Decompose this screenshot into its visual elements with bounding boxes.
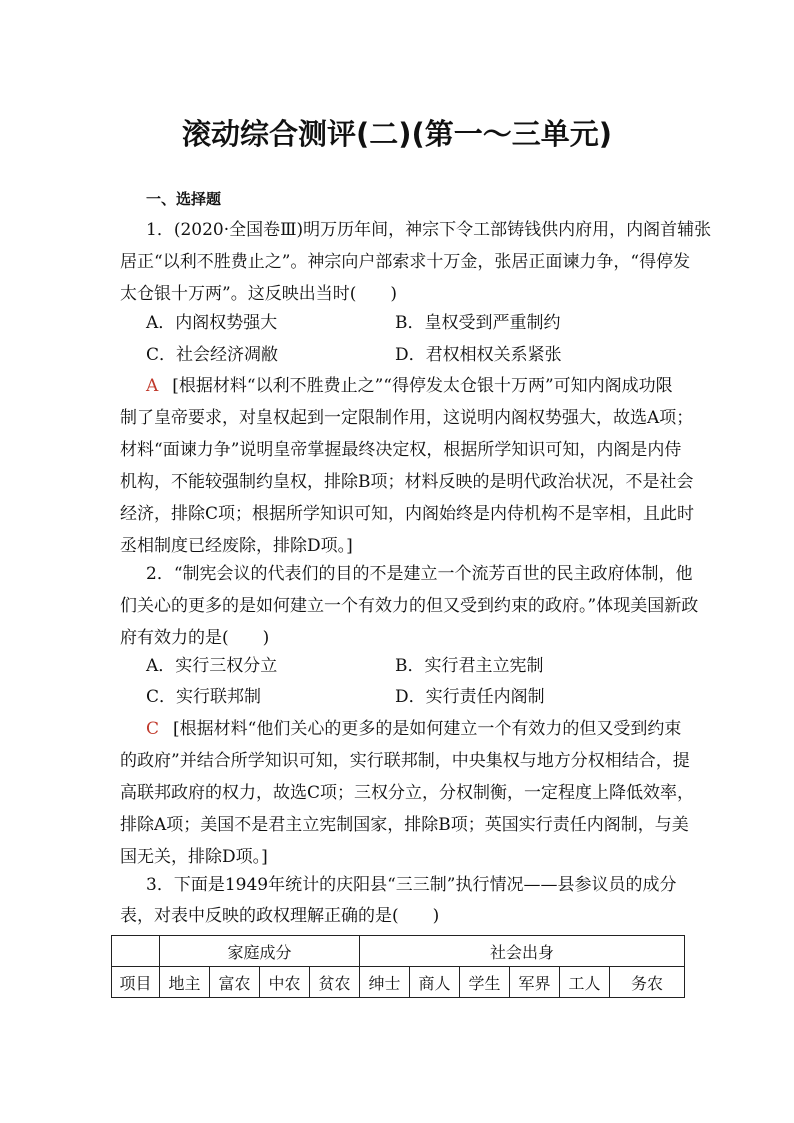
q1-explanation-line-6: 丞相制度已经废除，排除D项。] bbox=[120, 536, 353, 556]
table-column-header: 商人 bbox=[410, 967, 460, 998]
q1-option-d: D．君权相权关系紧张 bbox=[395, 345, 562, 365]
table-column-header: 学生 bbox=[460, 967, 510, 998]
table-column-header: 贫农 bbox=[310, 967, 360, 998]
q1-answer: A bbox=[146, 376, 159, 396]
q1-option-c: C．社会经济凋敝 bbox=[146, 345, 279, 365]
table-column-header: 富农 bbox=[210, 967, 260, 998]
q1-explanation-line-5: 经济，排除C项；根据所学知识可知，内阁始终是内侍机构不是宰相，且此时 bbox=[120, 504, 695, 524]
table-group-header: 家庭成分 bbox=[160, 936, 360, 967]
q2-option-a: A．实行三权分立 bbox=[146, 656, 278, 676]
table-column-header: 地主 bbox=[160, 967, 210, 998]
q1-stem-line-2: 居正“以利不胜费止之”。神宗向户部索求十万金，张居正面谏力争，“得停发 bbox=[120, 252, 691, 272]
page-title: 滚动综合测评(二)(第一～三单元) bbox=[181, 117, 613, 151]
q2-stem-line-1: 2．“制宪会议的代表们的目的不是建立一个流芳百世的民主政府体制，他 bbox=[146, 564, 693, 584]
q2-answer: C bbox=[146, 719, 160, 739]
table-column-header: 工人 bbox=[560, 967, 610, 998]
q3-table bbox=[111, 935, 685, 998]
q2-option-d: D．实行责任内阁制 bbox=[395, 687, 545, 707]
q2-explanation-line-2: 的政府”并结合所学知识可知，实行联邦制，中央集权与地方分权相结合，提 bbox=[120, 751, 690, 771]
q2-explanation-line-5: 国无关，排除D项。] bbox=[120, 847, 268, 867]
q2-stem-line-2: 们关心的更多的是如何建立一个有效力的但又受到约束的政府。”体现美国新政 bbox=[120, 596, 699, 616]
q2-option-c: C．实行联邦制 bbox=[146, 687, 262, 707]
q3-stem-line-1: 3．下面是1949年统计的庆阳县“三三制”执行情况——县参议员的成分 bbox=[146, 875, 677, 895]
table-column-header: 军界 bbox=[510, 967, 560, 998]
table-group-header: 社会出身 bbox=[360, 936, 685, 967]
q1-explanation-line-1: A [根据材料“以利不胜费止之”“得停发太仓银十万两”可知内阁成功限 bbox=[146, 376, 673, 396]
q2-explanation-line-3: 高联邦政府的权力，故选C项；三权分立，分权制衡，一定程度上降低效率， bbox=[120, 783, 695, 803]
q2-explanation-line-4: 排除A项；美国不是君主立宪制国家，排除B项；英国实行责任内阁制，与美 bbox=[120, 815, 689, 835]
q1-option-b: B．皇权受到严重制约 bbox=[395, 313, 561, 333]
table-row-header: 项目 bbox=[112, 967, 160, 998]
q3-stem-line-2: 表，对表中反映的政权理解正确的是( ) bbox=[120, 906, 440, 926]
table-header-row bbox=[112, 936, 685, 967]
q1-explanation-line-2: 制了皇帝要求，对皇权起到一定限制作用，这说明内阁权势强大，故选A项； bbox=[120, 408, 694, 428]
table-column-header: 中农 bbox=[260, 967, 310, 998]
q1-explanation-line-4: 机构，不能较强制约皇权，排除B项；材料反映的是明代政治状况，不是社会 bbox=[120, 472, 694, 492]
section-heading: 一、选择题 bbox=[146, 190, 222, 208]
q1-stem-line-1: 1．(2020·全国卷Ⅲ)明万历年间，神宗下令工部铸钱供内府用，内阁首辅张 bbox=[146, 220, 712, 240]
table-corner-cell bbox=[112, 936, 160, 967]
q1-explanation-line-3: 材料“面谏力争”说明皇帝掌握最终决定权，根据所学知识可知，内阁是内侍 bbox=[120, 440, 682, 460]
q2-option-b: B．实行君主立宪制 bbox=[395, 656, 544, 676]
q2-explanation-line-1: C [根据材料“他们关心的更多的是如何建立一个有效力的但又受到约束 bbox=[146, 719, 682, 739]
q1-option-a: A．内阁权势强大 bbox=[146, 313, 278, 333]
table-column-header: 务农 bbox=[610, 967, 685, 998]
table-column-header: 绅士 bbox=[360, 967, 410, 998]
q2-stem-line-3: 府有效力的是( ) bbox=[120, 628, 270, 648]
table-row bbox=[112, 967, 685, 998]
q1-stem-line-3: 太仓银十万两”。这反映出当时( ) bbox=[120, 284, 397, 304]
